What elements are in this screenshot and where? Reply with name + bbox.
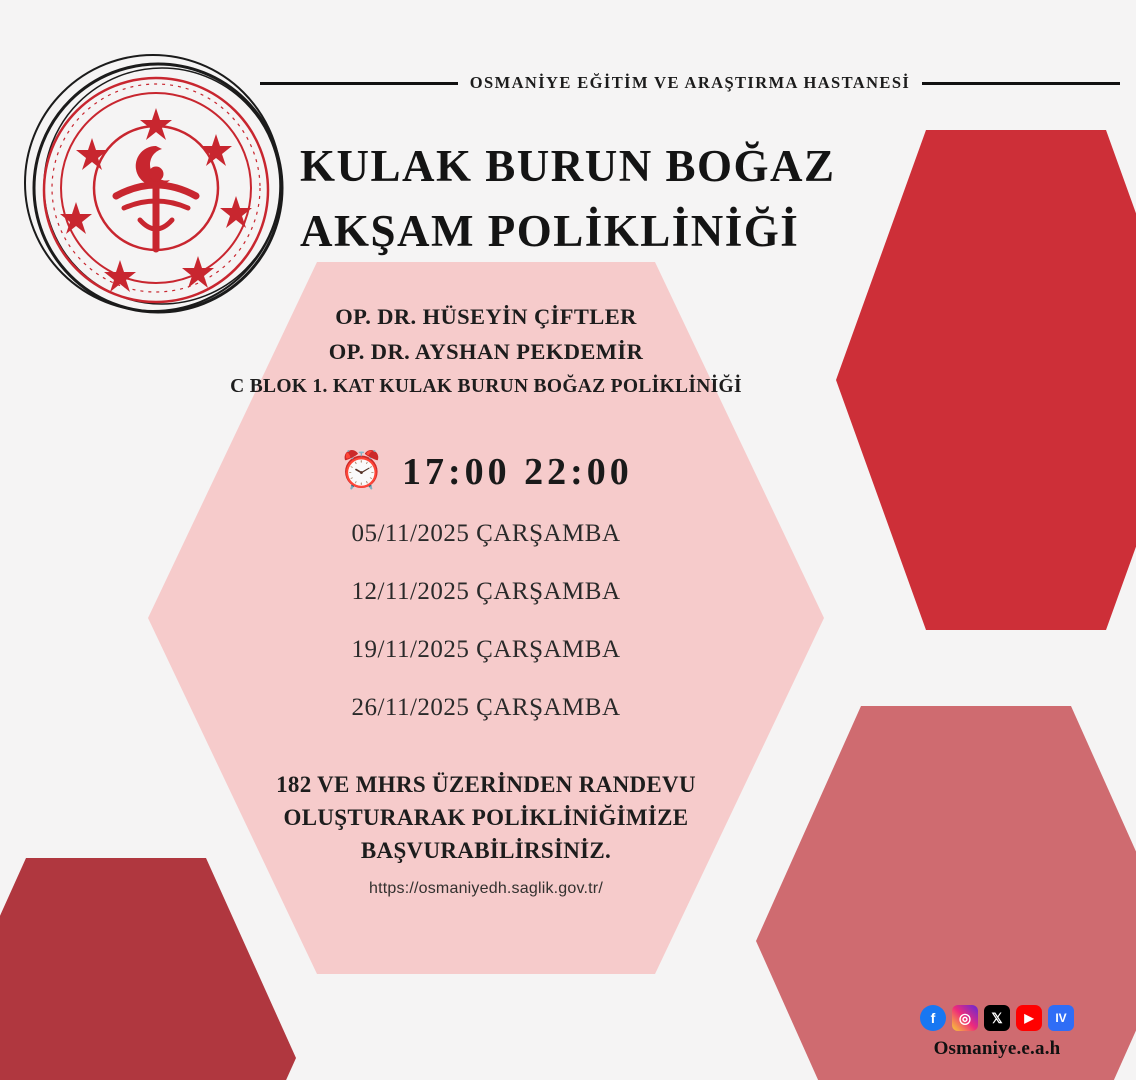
list-item: 05/11/2025 ÇARŞAMBA	[351, 519, 621, 547]
doctor-name-1: OP. DR. HÜSEYİN ÇİFTLER	[335, 304, 637, 329]
clinic-hours-row	[148, 450, 824, 494]
appointment-note	[148, 768, 824, 868]
poster-title-line-2: AKŞAM POLİKLİNİĞİ	[300, 206, 800, 256]
poster-title-line-1: KULAK BURUN BOĞAZ	[300, 141, 836, 191]
decorative-hexagon-red	[836, 130, 1136, 630]
header-rule-left	[260, 82, 458, 85]
facebook-icon[interactable]: f	[920, 1005, 946, 1031]
youtube-icon[interactable]: ▶	[1016, 1005, 1042, 1031]
appointment-note-line-3: BAŞVURABİLİRSİNİZ.	[360, 838, 612, 864]
social-handle: Osmaniye.e.a.h	[933, 1038, 1061, 1059]
instagram-icon[interactable]: ◎	[952, 1005, 978, 1031]
bip-icon[interactable]: IV	[1048, 1005, 1074, 1031]
doctor-name-2: OP. DR. AYSHAN PEKDEMİR	[328, 338, 644, 364]
appointment-note-line-2: OLUŞTURARAK POLİKLİNİĞİMİZE	[283, 805, 689, 831]
clinic-dates-list	[148, 520, 824, 722]
header-band	[260, 70, 1120, 96]
website-url[interactable]: https://osmaniyedh.saglik.gov.tr/	[369, 879, 603, 897]
x-twitter-icon[interactable]: 𝕏	[984, 1005, 1010, 1031]
alarm-clock-icon: ⏰	[339, 449, 384, 490]
clinic-location: C BLOK 1. KAT KULAK BURUN BOĞAZ POLİKLİNİĞİ	[230, 375, 742, 397]
header-rule-right	[922, 82, 1120, 85]
poster-content	[148, 300, 824, 898]
appointment-note-line-1: 182 VE MHRS ÜZERİNDEN RANDEVU	[276, 771, 696, 797]
social-icons-row	[920, 1005, 1074, 1031]
ministry-of-health-logo	[20, 50, 290, 320]
list-item: 12/11/2025 ÇARŞAMBA	[351, 577, 621, 605]
list-item: 26/11/2025 ÇARŞAMBA	[351, 693, 621, 721]
list-item: 19/11/2025 ÇARŞAMBA	[351, 635, 621, 663]
social-media-block	[920, 1005, 1074, 1060]
hospital-name: OSMANİYE EĞİTİM VE ARAŞTIRMA HASTANESİ	[469, 73, 911, 92]
clinic-hours: 17:00 22:00	[402, 450, 633, 493]
